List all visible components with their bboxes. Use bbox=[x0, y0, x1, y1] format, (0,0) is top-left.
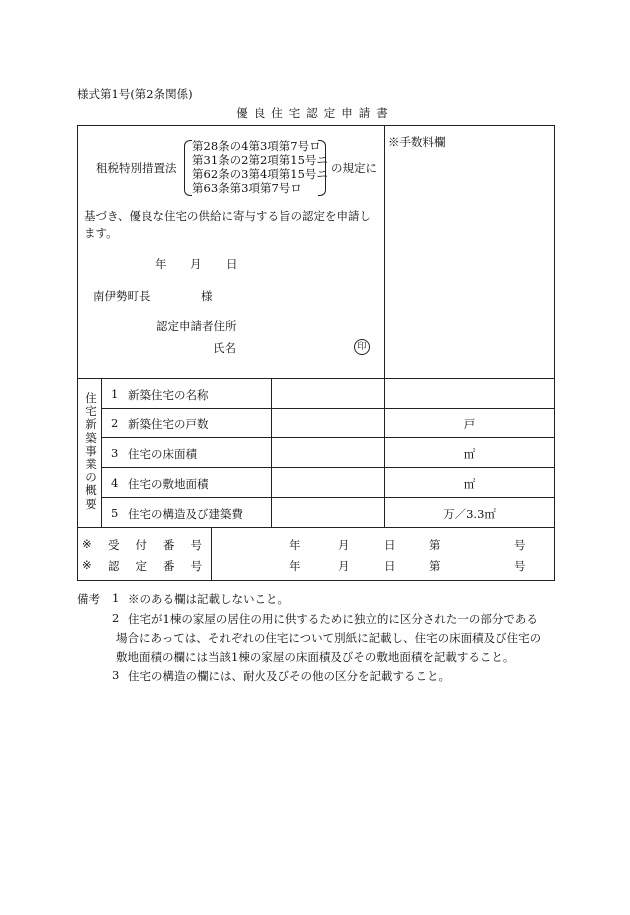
note-number: 1 bbox=[112, 591, 120, 605]
date-year: 年 bbox=[155, 257, 167, 271]
body-text-line: ます。 bbox=[84, 226, 118, 240]
row-unit: ㎡ bbox=[463, 477, 476, 491]
section-divider bbox=[77, 378, 555, 379]
row-unit: 万／3.3㎡ bbox=[443, 507, 496, 521]
cert-dai: 第 bbox=[429, 559, 441, 573]
label-column-divider bbox=[271, 378, 272, 527]
addressee: 南伊勢町長 bbox=[93, 289, 151, 303]
note-number: 3 bbox=[112, 668, 120, 682]
receipt-dai: 第 bbox=[429, 538, 441, 552]
row-label-floor-area: 住宅の床面積 bbox=[128, 447, 197, 461]
receipt-number-label: 受付番号 bbox=[108, 538, 218, 552]
note-line: 場合にあっては、それぞれの住宅について別紙に記載し、住宅の床面積及び住宅の bbox=[116, 631, 542, 645]
note-line: ※のある欄は記載しないこと。 bbox=[128, 592, 289, 606]
row-divider bbox=[101, 437, 555, 438]
row-label-building-name: 新築住宅の名称 bbox=[128, 388, 209, 402]
cert-day: 日 bbox=[384, 559, 396, 573]
receipt-month: 月 bbox=[338, 538, 350, 552]
notes-heading: 備考 bbox=[77, 592, 100, 606]
fee-column-divider bbox=[384, 125, 385, 378]
date-month: 月 bbox=[190, 257, 202, 271]
law-clause: 第62条の3第4項第15号ニ bbox=[192, 167, 328, 181]
row-number: 4 bbox=[111, 476, 119, 490]
receipt-mark: ※ bbox=[82, 537, 92, 551]
law-clause: 第63条第3項第7号ロ bbox=[192, 181, 302, 195]
page-title: 優良住宅認定申請書 bbox=[236, 106, 394, 120]
cert-year: 年 bbox=[289, 559, 301, 573]
note-line: 住宅の構造の欄には、耐火及びその他の区分を記載すること。 bbox=[128, 669, 450, 683]
cert-go: 号 bbox=[514, 559, 526, 573]
row-divider bbox=[101, 408, 555, 409]
row-label-site-area: 住宅の敷地面積 bbox=[128, 477, 209, 491]
law-clause: 第28条の4第3項第7号ロ bbox=[192, 139, 321, 153]
law-clause: 第31条の2第2項第15号ニ bbox=[192, 153, 328, 167]
cert-number-label: 認定番号 bbox=[108, 559, 218, 573]
receipt-year: 年 bbox=[289, 538, 301, 552]
body-text-line: 基づき、優良な住宅の供給に寄与する旨の認定を申請し bbox=[84, 209, 372, 223]
row-divider bbox=[101, 497, 555, 498]
row-unit: ㎡ bbox=[463, 447, 476, 461]
row-number: 2 bbox=[111, 416, 119, 430]
honorific: 様 bbox=[201, 289, 213, 303]
form-number-label: 様式第1号(第2条関係) bbox=[77, 87, 193, 101]
row-number: 1 bbox=[111, 387, 119, 401]
section-vertical-label: 住宅新築事業の概要 bbox=[85, 391, 97, 511]
cert-mark: ※ bbox=[82, 558, 92, 572]
note-line: 住宅が1棟の家屋の居住の用に供するために独立的に区分された一の部分である bbox=[128, 612, 538, 626]
receipt-go: 号 bbox=[514, 538, 526, 552]
brace-left bbox=[184, 140, 192, 196]
row-number: 3 bbox=[111, 446, 119, 460]
applicant-name-label: 氏名 bbox=[213, 341, 236, 355]
row-unit: 戸 bbox=[463, 417, 476, 431]
law-suffix: の規定に bbox=[331, 161, 377, 175]
law-name: 租税特別措置法 bbox=[96, 161, 177, 175]
row-divider bbox=[101, 467, 555, 468]
note-number: 2 bbox=[112, 611, 120, 625]
note-line: 敷地面積の欄には当該1棟の家屋の床面積及びその敷地面積を記載すること。 bbox=[116, 650, 515, 664]
fee-field-label: ※手数料欄 bbox=[388, 135, 446, 149]
row-number: 5 bbox=[111, 506, 119, 520]
numbers-divider bbox=[77, 527, 555, 528]
date-day: 日 bbox=[226, 257, 238, 271]
law-clauses bbox=[192, 139, 328, 195]
row-label-structure-cost: 住宅の構造及び建築費 bbox=[128, 507, 243, 521]
row-label-unit-count: 新築住宅の戸数 bbox=[128, 417, 209, 431]
seal-mark: 印 bbox=[354, 339, 370, 355]
vertical-label-divider bbox=[101, 378, 102, 527]
receipt-day: 日 bbox=[384, 538, 396, 552]
cert-month: 月 bbox=[338, 559, 350, 573]
applicant-address-label: 認定申請者住所 bbox=[156, 319, 237, 333]
